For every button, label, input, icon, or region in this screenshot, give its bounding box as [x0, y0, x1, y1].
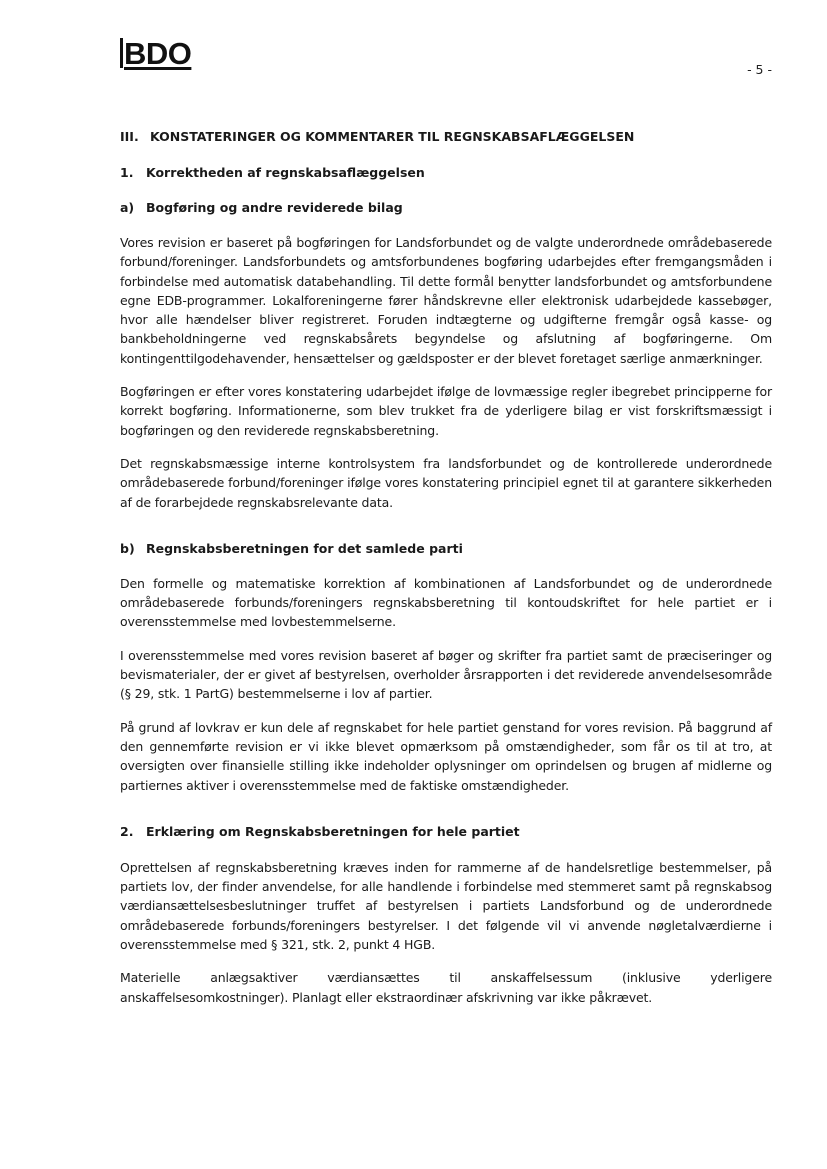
logo-bar [120, 38, 123, 68]
subsection-2-heading [120, 823, 772, 840]
item-b-heading [120, 540, 772, 557]
subsection-1-title: Korrektheden af regnskabsaflæggelsen [146, 165, 425, 180]
item-a-paragraph-2: Bogføringen er efter vores konstatering udarbejdet ifølge de lovmæssige regler ibegrebet principperne for korrekt bogføring. Informationerne, som blev trukket fra de yderligere bilag er vist forskriftsmæssigt i bogføringen og den reviderede regnskabsberetning. [120, 384, 772, 438]
subsection-2-number: 2. [120, 823, 134, 839]
section-title: KONSTATERINGER OG KOMMENTARER TIL REGNSKABSAFLÆGGELSEN [150, 129, 635, 144]
document-body [120, 128, 772, 1021]
spacer [120, 809, 772, 823]
bdo-logo [120, 38, 191, 69]
item-a-paragraph-3: Det regnskabsmæssige interne kontrolsystem fra landsforbundet og de kontrollerede underordnede områdebaserede forbund/foreninger ifølge vores konstatering principiel egnet til at garantere sikkerheden af de forarbejdede regnskabsrelevante data. [120, 455, 772, 510]
item-a-title: Bogføring og andre reviderede bilag [146, 200, 403, 215]
item-b-title: Regnskabsberetningen for det samlede parti [146, 540, 463, 556]
logo-text: BDO [124, 36, 192, 71]
page-number: - 5 - [747, 62, 772, 77]
item-a-number: a) [120, 200, 135, 215]
subsection-2-title: Erklæring om Regnskabsberetningen for hele partiet [146, 823, 520, 839]
item-b-paragraph-3: På grund af lovkrav er kun dele af regnskabet for hele partiet genstand for vores revision. På baggrund af den gennemførte revision er vi ikke blevet opmærksom på omstændigheder, som får os til at tro, at oversigten over finansielle stilling ikke indeholder oplysninger om oprindelsen og brugen af midlerne og partiernes aktiver i overensstemmelse med de faktiske omstændigheder. [120, 719, 772, 793]
subsection-2-paragraph-2: Materielle anlægsaktiver værdiansættes til anskaffelsessum (inklusive yderligere anskaffelsesomkostninger). Planlagt eller ekstraordinær afskrivning var ikke påkrævet. [120, 970, 772, 1005]
subsection-1-number: 1. [120, 165, 134, 180]
item-b-paragraph-2: I overensstemmelse med vores revision baseret af bøger og skrifter fra partiet samt de præciseringer og bevismaterialer, der er givet af bestyrelsen, overholder årsrapporten i det reviderede anvendelsesområde (§ 29, stk. 1 PartG) bestemmelserne i lov af partier. [120, 647, 772, 702]
section-heading [120, 128, 772, 145]
item-b-paragraph-1: Den formelle og matematiske korrektion af kombinationen af Landsforbundet og de underordnede områdebaserede forbunds/foreningers regnskabsberetning til kontoudskriftet for hele partiet er i overensstemmelse med lovbestemmelserne. [120, 575, 772, 630]
section-number: III. [120, 129, 139, 144]
subsection-1-heading [120, 164, 772, 181]
item-b-number: b) [120, 540, 135, 556]
item-a-heading [120, 199, 772, 216]
item-a-paragraph-1: Vores revision er baseret på bogføringen for Landsforbundet og de valgte underordnede områdebaserede forbund/foreninger. Landsforbundets og amtsforbundenes bogføring udarbejdes efter fremgangsmåden i forbindelse med automatisk databehandling. Til dette formål benytter landsforbundet og amtsforbundene egne EDB-programmer. Lokalforeningerne fører håndskrevne eller elektronisk udarbejdede kassebøger, hvor alle hændelser bliver registreret. Foruden indtægterne og udgifterne fremgår også kasse- og bankbeholdningerne ved regnskabsårets begyndelse og afslutning af bogføringerne. Om kontingenttilgodehavender, hensættelser og gældsposter er der blevet foretaget særlige anmærkninger. [120, 235, 772, 366]
spacer [120, 526, 772, 540]
subsection-2-paragraph-1: Oprettelsen af regnskabsberetning kræves inden for rammerne af de handelsretlige bestemmelser, på partiets lov, der finder anvendelse, for alle handlende i forbindelse med stemmeret samt på regnskabsog værdiansættelsesbeslutninger truffet af bestyrelsen i partiets Landsforbund og de underordnede områdebaserede forbunds/foreningers bestyrelser. I det følgende vil vi anvende nøgletalværdierne i overensstemmelse med § 321, stk. 2, punkt 4 HGB. [120, 859, 772, 953]
